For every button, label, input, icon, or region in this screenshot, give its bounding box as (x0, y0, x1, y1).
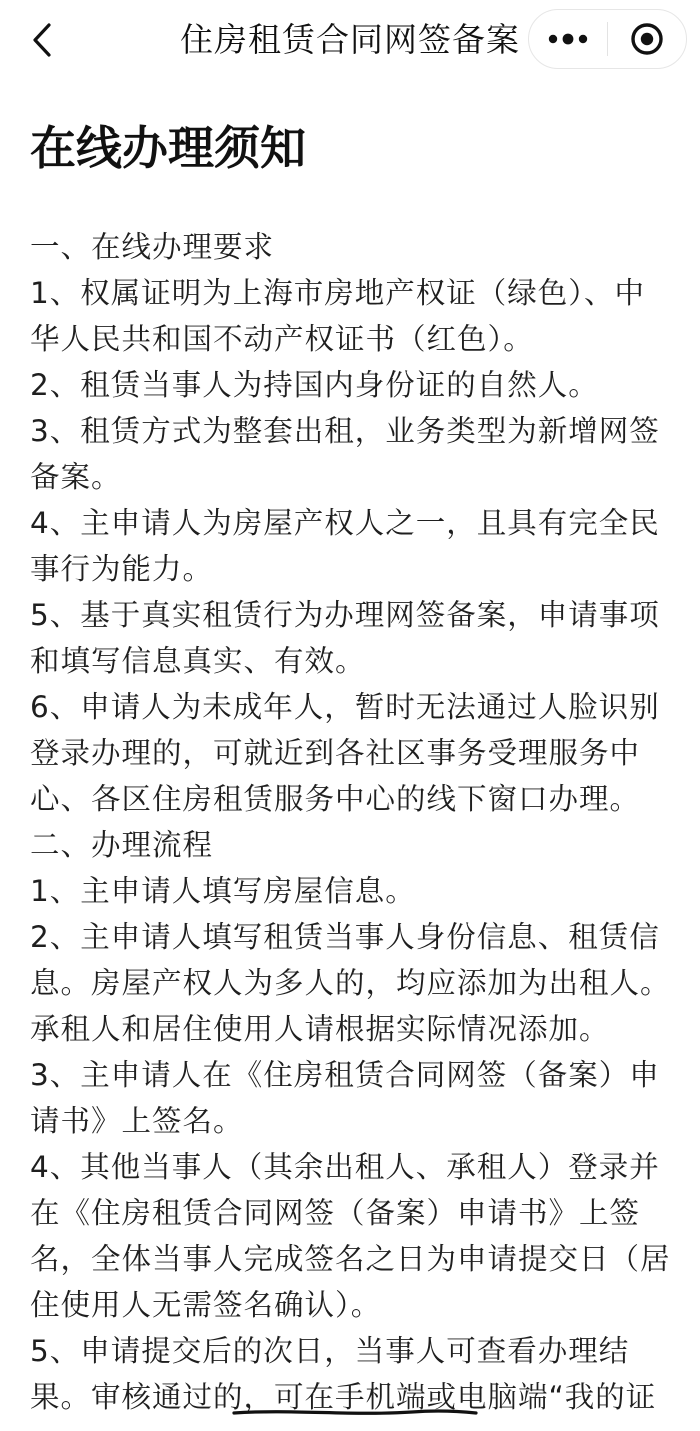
navbar-title: 住房租赁合同网签备案 (180, 20, 520, 59)
notice-paragraph: 1、主申请人填写房屋信息。 (30, 874, 416, 908)
notice-paragraph: 1、权属证明为上海市房地产权证（绿色）、中华人民共和国不动产权证书（红色）。 (30, 276, 646, 356)
notice-content (30, 224, 675, 1420)
notice-paragraph: 2、租赁当事人为持国内身份证的自然人。 (30, 368, 599, 402)
page-heading: 在线办理须知 (30, 121, 306, 175)
more-dots-icon (548, 33, 588, 45)
notice-paragraph: 一、在线办理要求 (30, 230, 275, 264)
notice-paragraph: 二、办理流程 (30, 828, 214, 862)
top-navigation-bar (0, 0, 700, 80)
notice-paragraph: 5、申请提交后的次日，当事人可查看办理结果。审核通过的，可在手机端或电脑端“我的证 (30, 1334, 657, 1414)
chevron-left-icon (31, 22, 53, 58)
notice-paragraph: 6、申请人为未成年人，暂时无法通过人脸识别登录办理的，可就近到各社区事务受理服务中心、各区住房租赁服务中心的线下窗口办理。 (30, 690, 660, 816)
back-button[interactable] (22, 18, 62, 62)
close-mini-program-button[interactable] (608, 10, 686, 68)
notice-paragraph: 4、其他当事人（其余出租人、承租人）登录并在《住房租赁合同网签（备案）申请书》上签名，全体当事人完成签名之日为申请提交日（居住使用人无需签名确认）。 (30, 1150, 671, 1322)
notice-paragraph: 5、基于真实租赁行为办理网签备案，申请事项和填写信息真实、有效。 (30, 598, 660, 678)
notice-paragraph: 3、主申请人在《住房租赁合同网签（备案）申请书》上签名。 (30, 1058, 660, 1138)
notice-paragraph: 3、租赁方式为整套出租，业务类型为新增网签备案。 (30, 414, 660, 494)
notice-paragraph: 2、主申请人填写租赁当事人身份信息、租赁信息。房屋产权人为多人的，均应添加为出租人。承租人和居住使用人请根据实际情况添加。 (30, 920, 671, 1046)
more-menu-button[interactable] (529, 10, 607, 68)
mini-program-capsule (528, 9, 687, 69)
target-circle-icon (630, 22, 664, 56)
notice-paragraph: 4、主申请人为房屋产权人之一，且具有完全民事行为能力。 (30, 506, 660, 586)
